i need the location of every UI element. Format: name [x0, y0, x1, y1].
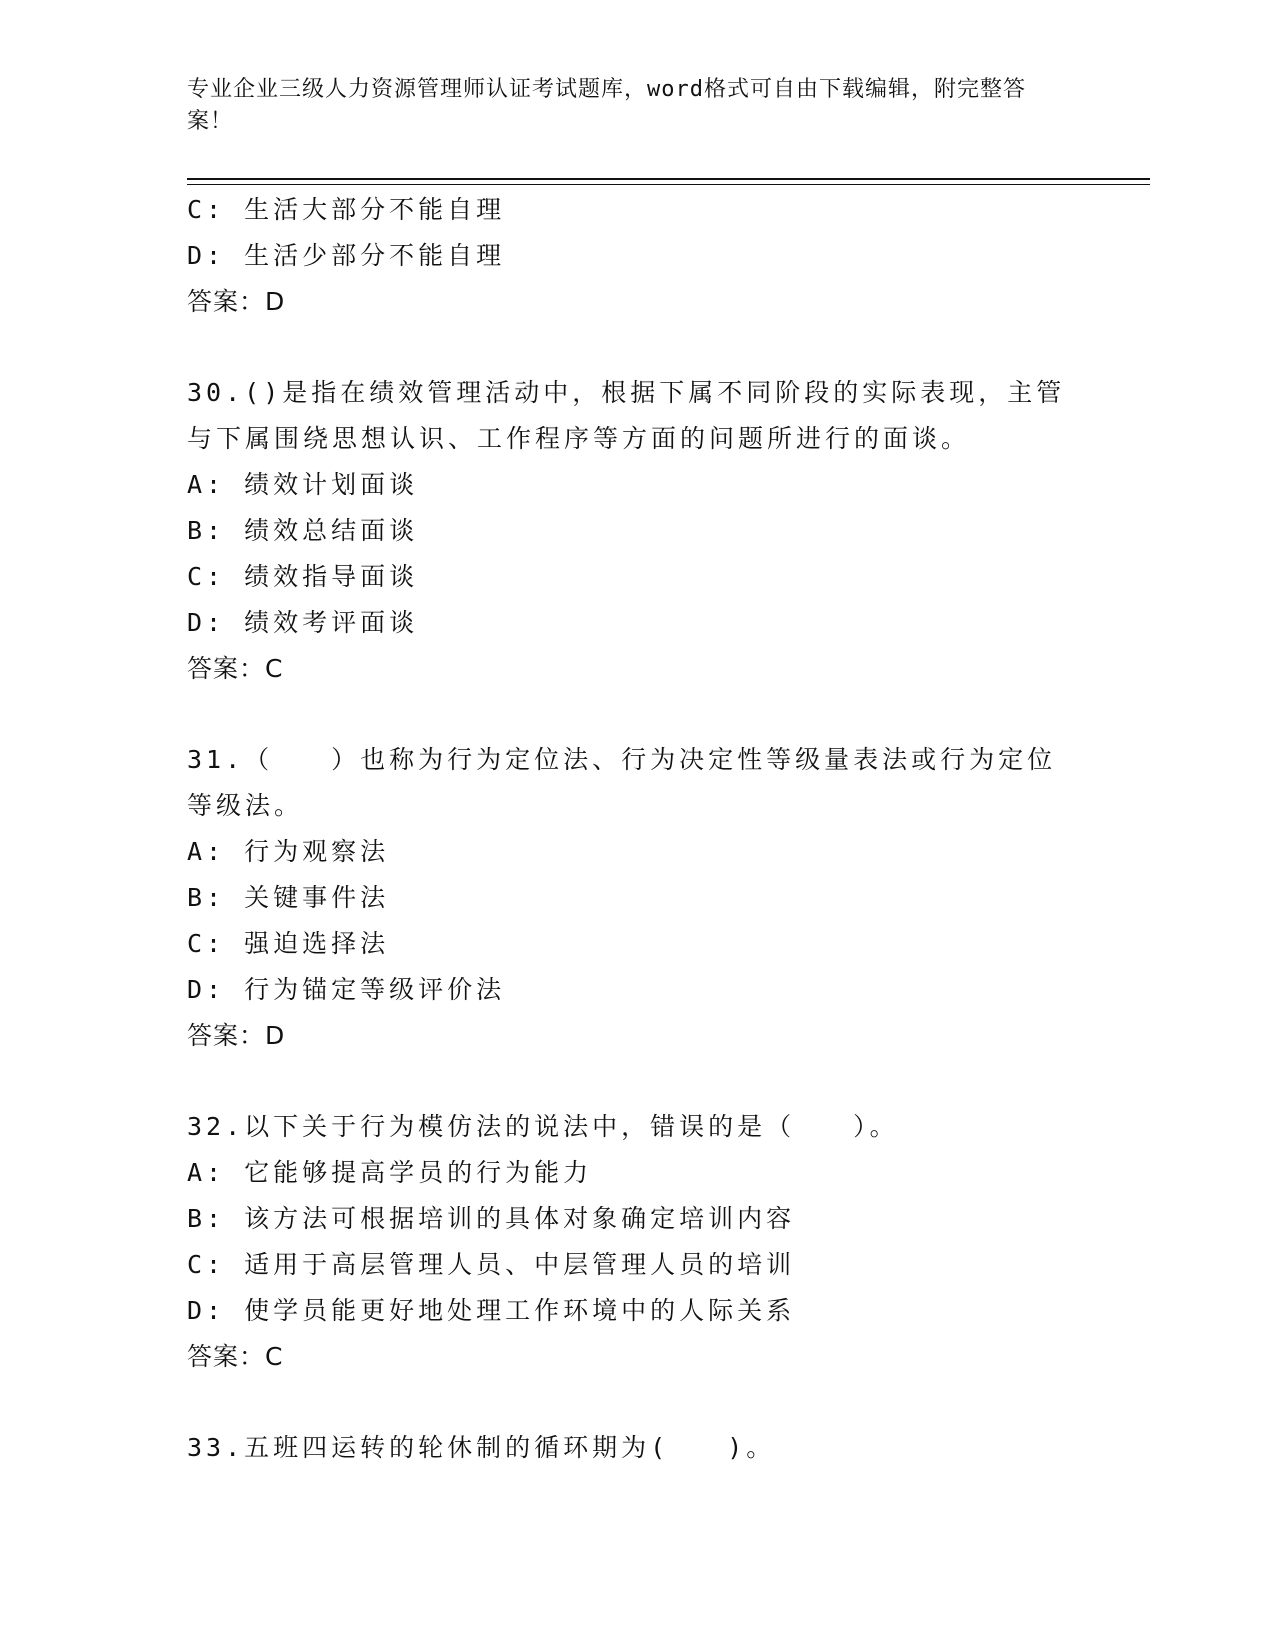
- option-a: A: 行为观察法: [187, 837, 390, 866]
- option-a: A: 它能够提高学员的行为能力: [187, 1158, 593, 1187]
- page-header: 专业企业三级人力资源管理师认证考试题库，word格式可自由下载编辑，附完整答案！: [187, 77, 1026, 134]
- header-rule-thick: [187, 178, 1150, 180]
- option-d: D: 行为锚定等级评价法: [187, 975, 506, 1004]
- spacer: [187, 1380, 1087, 1425]
- option-c: C: 适用于高层管理人员、中层管理人员的培训: [187, 1250, 796, 1279]
- document-content: [187, 187, 1087, 1471]
- option-c: C: 生活大部分不能自理: [187, 195, 506, 224]
- option-d: D: 生活少部分不能自理: [187, 241, 506, 270]
- question-31: [187, 737, 1087, 1059]
- answer-line: 答案：D: [187, 1021, 286, 1050]
- spacer: [187, 692, 1087, 737]
- header-rule-thin: [187, 184, 1150, 185]
- option-b: B: 该方法可根据培训的具体对象确定培训内容: [187, 1204, 796, 1233]
- option-d: D: 绩效考评面谈: [187, 608, 419, 637]
- spacer: [187, 325, 1087, 370]
- question-30: [187, 370, 1087, 692]
- question-stem: 33.五班四运转的轮休制的循环期为( )。: [187, 1433, 776, 1462]
- option-c: C: 绩效指导面谈: [187, 562, 419, 591]
- question-33: [187, 1425, 1087, 1471]
- answer-line: 答案：C: [187, 654, 284, 683]
- option-a: A: 绩效计划面谈: [187, 470, 419, 499]
- question-stem: 30.()是指在绩效管理活动中，根据下属不同阶段的实际表现，主管与下属围绕思想认识、工作程序等方面的问题所进行的面谈。: [187, 378, 1066, 453]
- option-c: C: 强迫选择法: [187, 929, 390, 958]
- question-29-carryover: [187, 187, 1087, 325]
- answer-line: 答案：C: [187, 1342, 284, 1371]
- option-d: D: 使学员能更好地处理工作环境中的人际关系: [187, 1296, 796, 1325]
- question-32: [187, 1104, 1087, 1380]
- answer-line: 答案：D: [187, 287, 286, 316]
- spacer: [187, 1059, 1087, 1104]
- question-stem: 31.（ ）也称为行为定位法、行为决定性等级量表法或行为定位等级法。: [187, 745, 1057, 820]
- question-stem: 32.以下关于行为模仿法的说法中，错误的是（ ）。: [187, 1112, 899, 1141]
- option-b: B: 绩效总结面谈: [187, 516, 419, 545]
- option-b: B: 关键事件法: [187, 883, 390, 912]
